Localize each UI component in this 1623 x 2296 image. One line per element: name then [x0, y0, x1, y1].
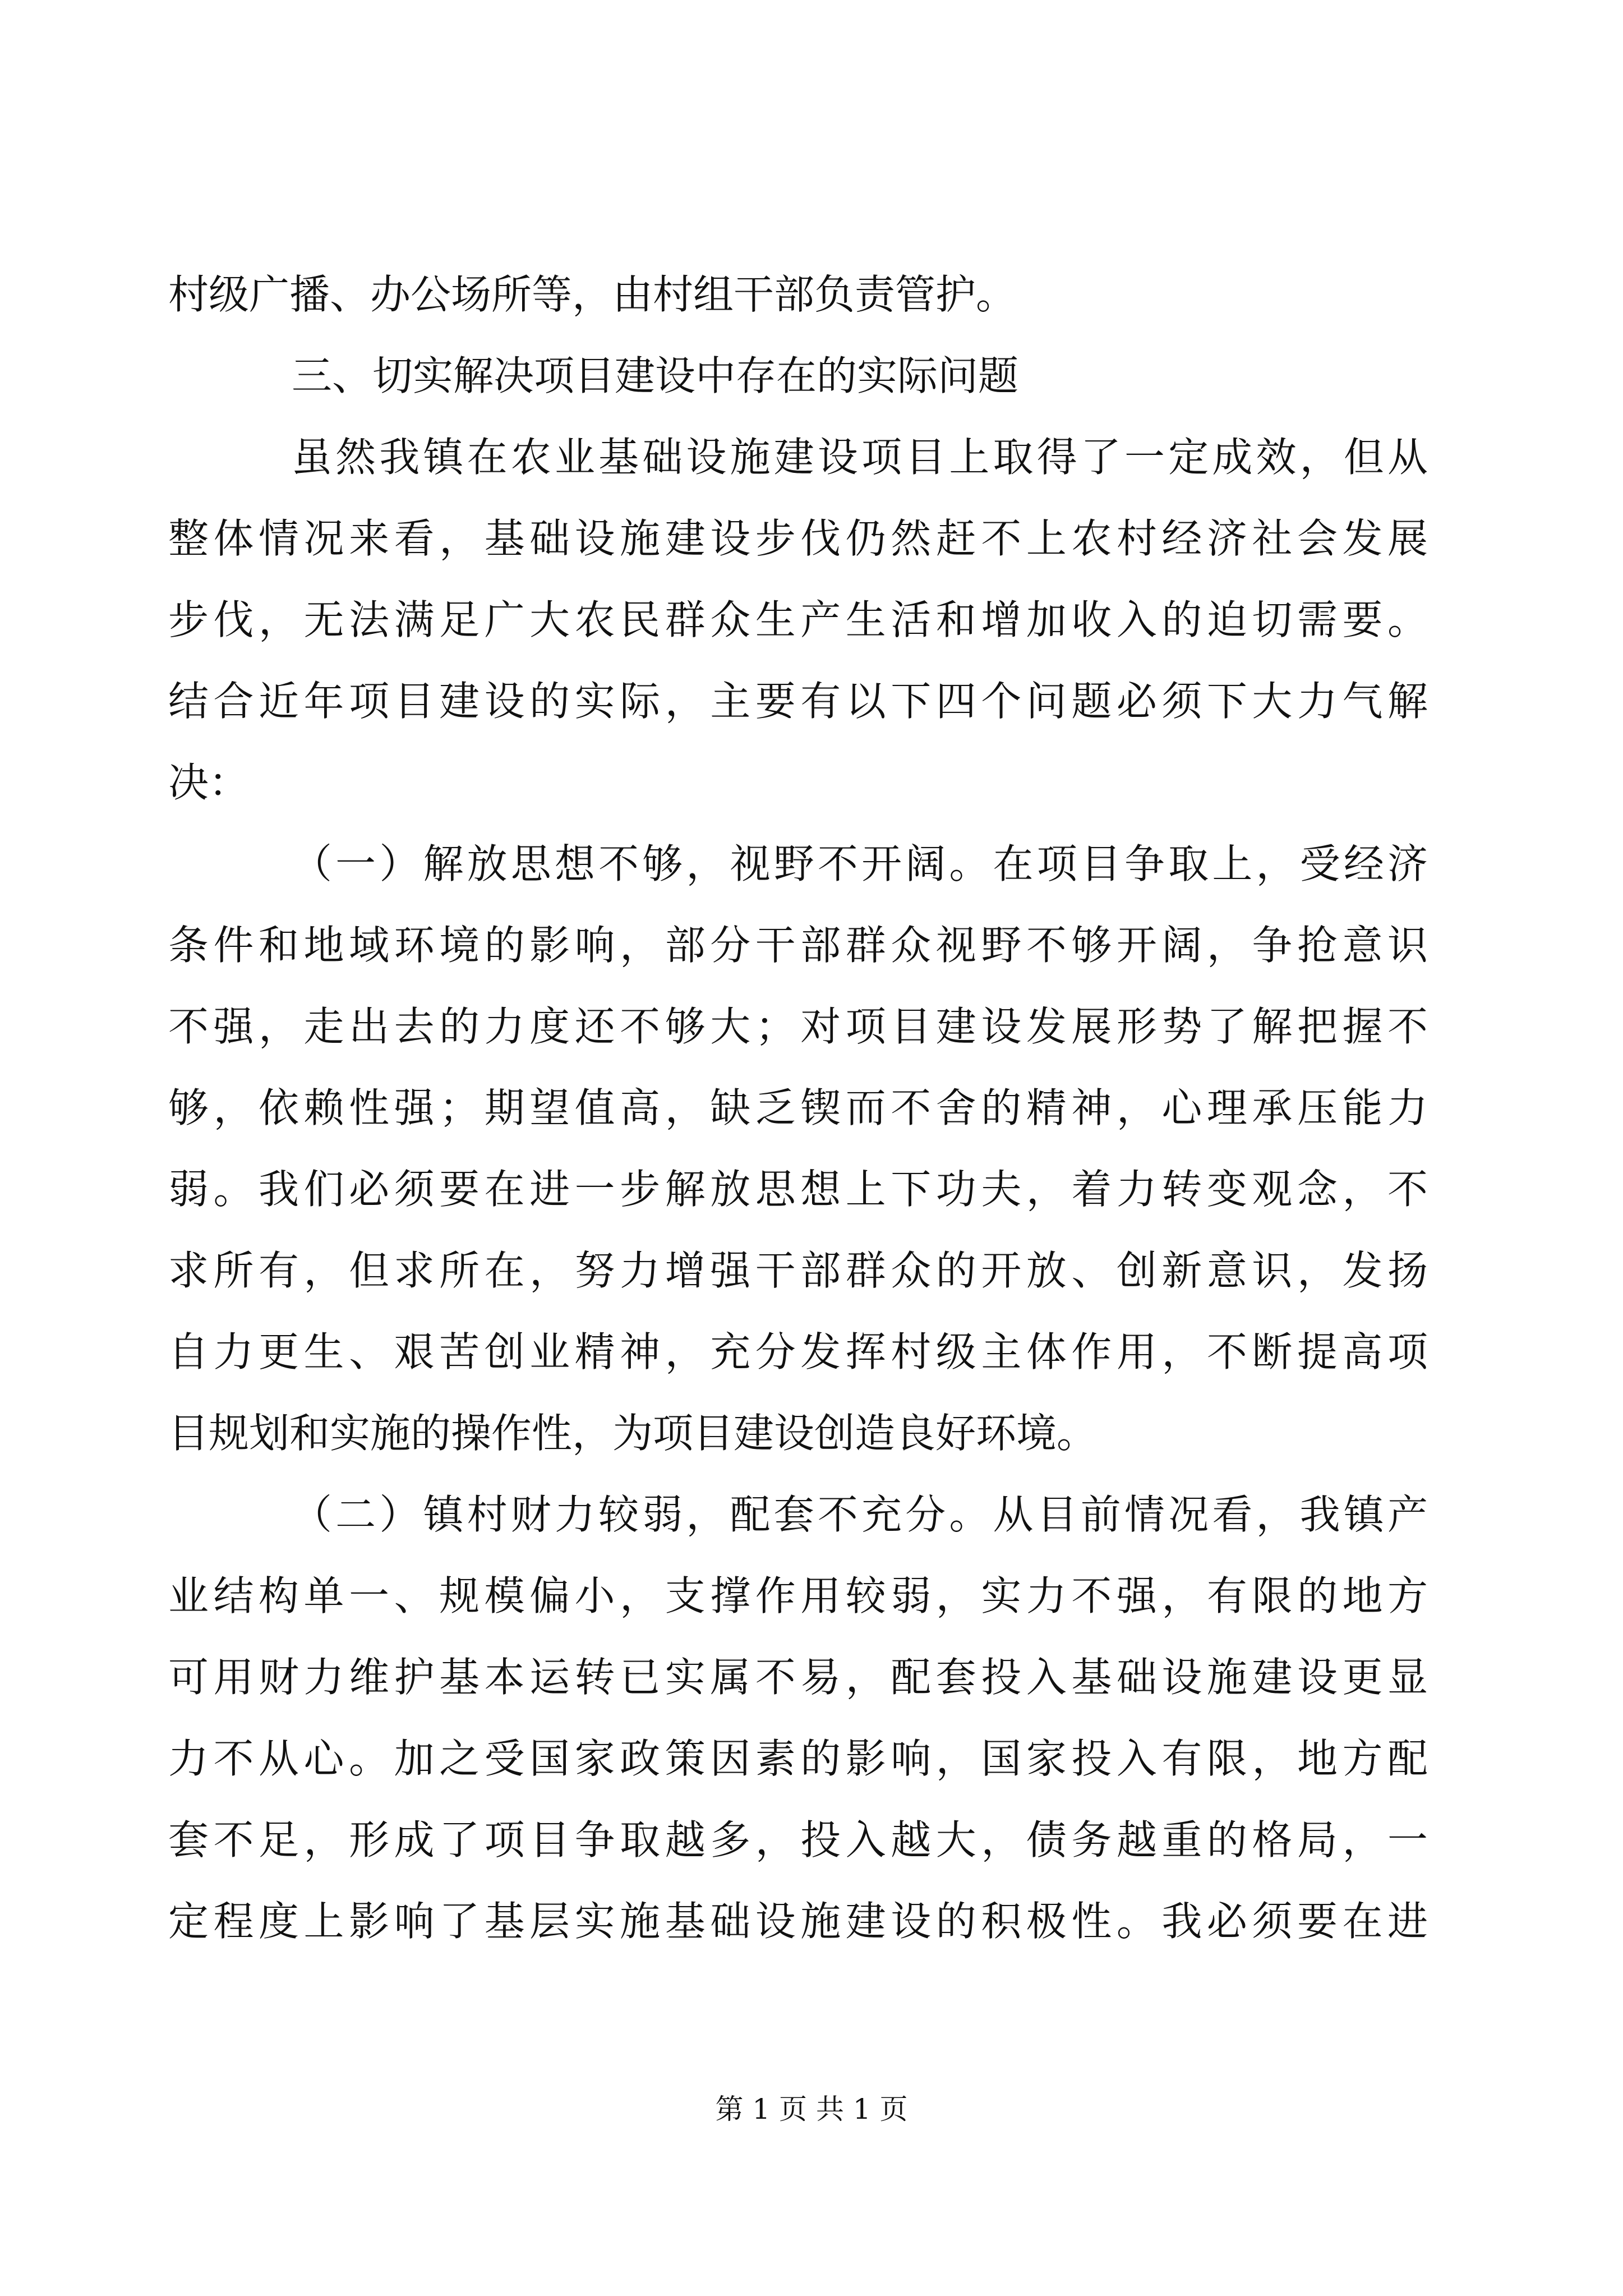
text-line: 目规划和实施的操作性，为项目建设创造良好环境。 [168, 1410, 1098, 1457]
paragraph [168, 254, 1428, 335]
text-line: 虽然我镇在农业基础设施建设项目上取得了一定成效，但从 [292, 434, 1428, 481]
text-line: 步伐，无法满足广大农民群众生产生活和增加收入的迫切需要。 [168, 596, 1428, 643]
text-line: 条件和地域环境的影响，部分干部群众视野不够开阔，争抢意识 [168, 922, 1428, 969]
text-line: 业结构单一、规模偏小，支撑作用较弱，实力不强，有限的地方 [168, 1572, 1428, 1619]
paragraph [168, 823, 1428, 1474]
section-heading [168, 335, 1428, 417]
text-line: 决： [168, 759, 250, 806]
document-body [168, 254, 1428, 1962]
text-line: （二）镇村财力较弱，配套不充分。从目前情况看，我镇产 [292, 1491, 1428, 1538]
text-line: 弱。我们必须要在进一步解放思想上下功夫，着力转变观念，不 [168, 1166, 1428, 1213]
text-line: 结合近年项目建设的实际，主要有以下四个问题必须下大力气解 [168, 678, 1428, 725]
text-line: 自力更生、艰苦创业精神，充分发挥村级主体作用，不断提高项 [168, 1328, 1428, 1375]
paragraph [168, 1474, 1428, 1962]
text-line: 求所有，但求所在，努力增强干部群众的开放、创新意识，发扬 [168, 1247, 1428, 1294]
text-line: 定程度上影响了基层实施基础设施建设的积极性。我必须要在进 [168, 1898, 1428, 1945]
page-number-footer: 第 1 页 共 1 页 [715, 2093, 908, 2125]
text-line: 不强，走出去的力度还不够大；对项目建设发展形势了解把握不 [168, 1003, 1428, 1050]
text-line: 村级广播、办公场所等，由村组干部负责管护。 [168, 271, 1017, 318]
text-line: （一）解放思想不够，视野不开阔。在项目争取上，受经济 [292, 840, 1428, 887]
text-line: 可用财力维护基本运转已实属不易，配套投入基础设施建设更显 [168, 1654, 1428, 1701]
text-line: 三、切实解决项目建设中存在的实际问题 [292, 352, 1019, 399]
paragraph [168, 417, 1428, 823]
text-line: 够，依赖性强；期望值高，缺乏锲而不舍的精神，心理承压能力 [168, 1084, 1428, 1131]
text-line: 力不从心。加之受国家政策因素的影响，国家投入有限，地方配 [168, 1735, 1428, 1782]
text-line: 整体情况来看，基础设施建设步伐仍然赶不上农村经济社会发展 [168, 515, 1428, 562]
text-line: 套不足，形成了项目争取越多，投入越大，债务越重的格局，一 [168, 1816, 1428, 1864]
